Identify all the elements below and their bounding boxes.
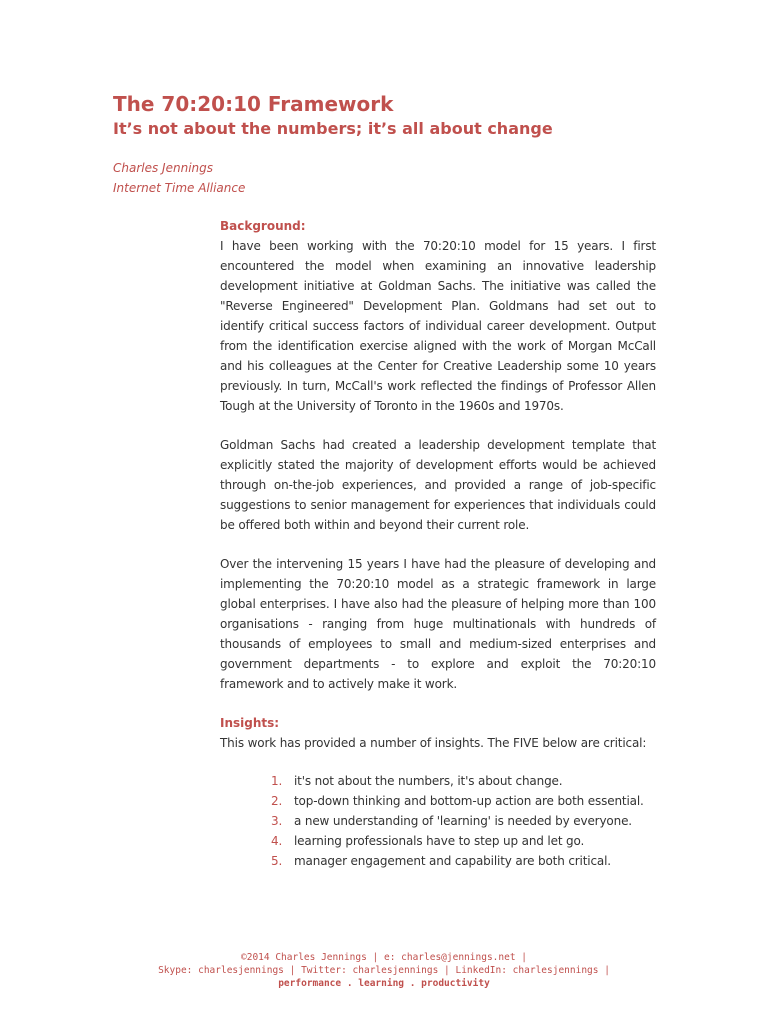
background-paragraph-3: Over the intervening 15 years I have had the pleasure of developing and implementing the 70:20:10 model as a strategic framework in large global enterprises. I have also had the pleasure of helping more than 100 organisations - ranging from huge multinationals with hundreds of thousands of employees to small and medium-sized enterprises and government departments - to explore and exploit the 70:20:10 framework and to actively make it work. (220, 557, 656, 691)
list-item-text: top-down thinking and bottom-up action are both essential. (294, 794, 644, 808)
list-item-number: 3. (271, 814, 283, 828)
list-item (220, 791, 656, 811)
main-content (220, 216, 656, 871)
list-item (220, 831, 656, 851)
list-item (220, 851, 656, 871)
insights-heading: Insights: (220, 716, 280, 730)
author-name: Charles Jennings (113, 161, 213, 175)
page-footer (0, 951, 768, 990)
list-item-text: it's not about the numbers, it's about change. (294, 774, 563, 788)
insights-list (220, 771, 656, 871)
list-item-text: manager engagement and capability are both critical. (294, 854, 611, 868)
footer-tagline: performance . learning . productivity (278, 978, 490, 989)
list-item-number: 2. (271, 794, 283, 808)
footer-contact-line: Skype: charlesjennings | Twitter: charlesjennings | LinkedIn: charlesjennings | (158, 965, 610, 976)
footer-copyright-line: ©2014 Charles Jennings | e: charles@jennings.net | (241, 952, 527, 963)
list-item (220, 811, 656, 831)
list-item-number: 5. (271, 854, 283, 868)
list-item-text: learning professionals have to step up and let go. (294, 834, 585, 848)
document-title: The 70:20:10 Framework (113, 92, 394, 116)
background-heading: Background: (220, 219, 306, 233)
background-paragraph-2: Goldman Sachs had created a leadership development template that explicitly stated the majority of development efforts would be achieved through on-the-job experiences, and provided a range of job-specific suggestions to senior management for experiences that individuals could be offered both within and beyond their current role. (220, 438, 656, 532)
author-organization: Internet Time Alliance (113, 181, 246, 195)
list-item-number: 1. (271, 774, 283, 788)
insights-intro: This work has provided a number of insights. The FIVE below are critical: (220, 736, 647, 750)
document-subtitle: It’s not about the numbers; it’s all about change (113, 119, 553, 138)
list-item (220, 771, 656, 791)
author-block (113, 158, 245, 198)
list-item-text: a new understanding of 'learning' is needed by everyone. (294, 814, 632, 828)
background-paragraph-1: I have been working with the 70:20:10 model for 15 years. I first encountered the model when examining an innovative leadership development initiative at Goldman Sachs. The initiative was called the "Reverse Engineered" Development Plan. Goldmans had set out to identify critical success factors of individual career development. Output from the identification exercise aligned with the work of Morgan McCall and his colleagues at the Center for Creative Leadership some 10 years previously. In turn, McCall's work reflected the findings of Professor Allen Tough at the University of Toronto in the 1960s and 1970s. (220, 239, 656, 413)
list-item-number: 4. (271, 834, 283, 848)
